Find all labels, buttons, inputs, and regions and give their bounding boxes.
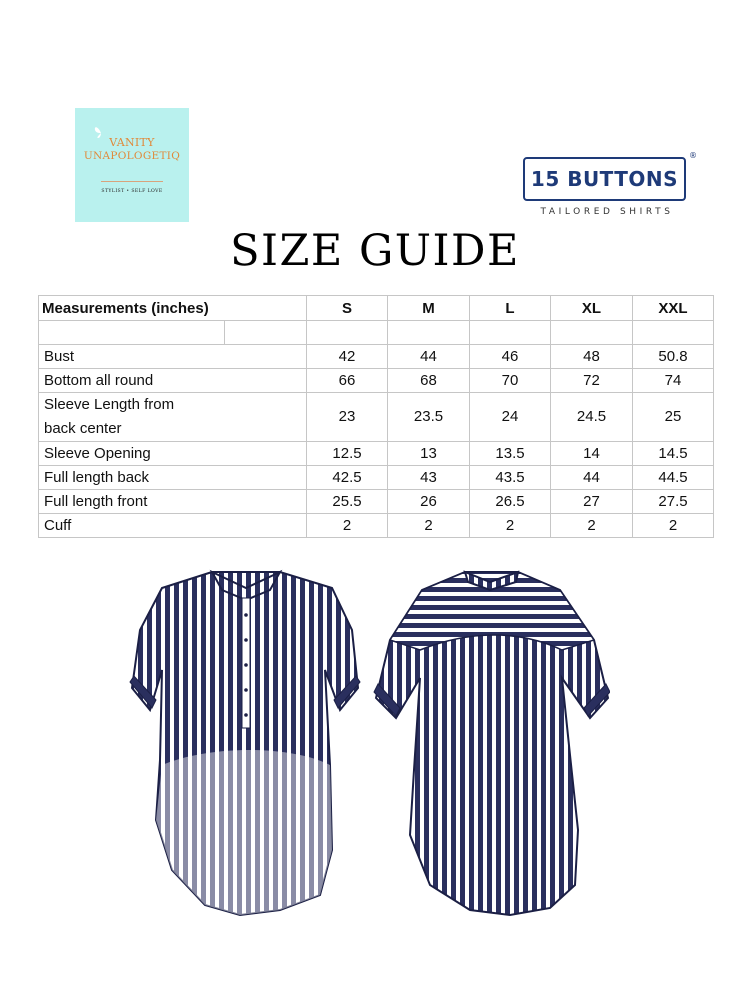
page-title: SIZE GUIDE — [230, 226, 520, 276]
row-label: Full length front — [39, 490, 225, 514]
table-cell: 48 — [551, 345, 633, 369]
table-cell: 2 — [633, 514, 714, 538]
shirt-illustration — [120, 560, 610, 935]
table-cell: 2 — [307, 514, 388, 538]
row-label: Cuff — [39, 514, 225, 538]
brand-left-line1: VANITY — [109, 136, 155, 149]
table-cell: 74 — [633, 369, 714, 393]
table-cell: 66 — [307, 369, 388, 393]
table-cell: 44 — [551, 466, 633, 490]
row-label: Bust — [39, 345, 225, 369]
table-cell: 23 — [307, 393, 388, 442]
size-header: XL — [551, 296, 633, 321]
table-cell: 2 — [470, 514, 551, 538]
table-cell: 12.5 — [307, 442, 388, 466]
table-cell: 43 — [388, 466, 470, 490]
table-cell: 13.5 — [470, 442, 551, 466]
table-cell: 25 — [633, 393, 714, 442]
size-header: XXL — [633, 296, 714, 321]
table-cell: 27.5 — [633, 490, 714, 514]
table-cell: 14.5 — [633, 442, 714, 466]
brand-right-subtitle: TAILORED SHIRTS — [540, 207, 674, 217]
size-header: L — [470, 296, 551, 321]
table-cell: 2 — [388, 514, 470, 538]
table-cell: 13 — [388, 442, 470, 466]
table-cell: 42 — [307, 345, 388, 369]
measurement-header: Measurements (inches) — [39, 296, 307, 321]
size-header: M — [388, 296, 470, 321]
table-header-row — [39, 296, 714, 321]
table-cell: 23.5 — [388, 393, 470, 442]
table-cell: 42.5 — [307, 466, 388, 490]
shirt-front-view — [130, 572, 360, 915]
brand-right-name: 15 BUTTONS — [530, 167, 679, 191]
table-cell: 50.8 — [633, 345, 714, 369]
table-row — [39, 442, 714, 466]
table-row — [39, 466, 714, 490]
table-cell: 25.5 — [307, 490, 388, 514]
table-row — [39, 369, 714, 393]
table-cell: 43.5 — [470, 466, 551, 490]
brand-left-tagline: STYLIST • SELF LOVE — [101, 189, 163, 194]
table-cell: 68 — [388, 369, 470, 393]
table-cell: 24 — [470, 393, 551, 442]
row-label: Bottom all round — [39, 369, 225, 393]
table-cell: 26 — [388, 490, 470, 514]
table-cell: 70 — [470, 369, 551, 393]
table-row — [39, 345, 714, 369]
registered-mark: ® — [689, 151, 697, 160]
table-cell: 27 — [551, 490, 633, 514]
table-row — [39, 393, 714, 442]
table-cell: 44.5 — [633, 466, 714, 490]
table-cell: 2 — [551, 514, 633, 538]
15-buttons-logo — [522, 152, 698, 222]
table-cell: 26.5 — [470, 490, 551, 514]
table-row — [39, 490, 714, 514]
size-header: S — [307, 296, 388, 321]
row-label: Sleeve Opening — [39, 442, 225, 466]
size-table — [38, 295, 714, 538]
brand-left-line2: UNAPOLOGETIQ — [83, 150, 181, 162]
table-cell: 24.5 — [551, 393, 633, 442]
table-spacer-row — [39, 321, 714, 345]
table-cell: 72 — [551, 369, 633, 393]
table-cell: 46 — [470, 345, 551, 369]
row-label: Sleeve Length from back center — [39, 393, 225, 442]
table-cell: 14 — [551, 442, 633, 466]
shirt-back-view — [374, 572, 610, 915]
vanity-unapologetiq-logo — [75, 108, 189, 222]
table-cell: 44 — [388, 345, 470, 369]
row-label: Full length back — [39, 466, 225, 490]
logo-divider — [101, 181, 163, 182]
table-row — [39, 514, 714, 538]
